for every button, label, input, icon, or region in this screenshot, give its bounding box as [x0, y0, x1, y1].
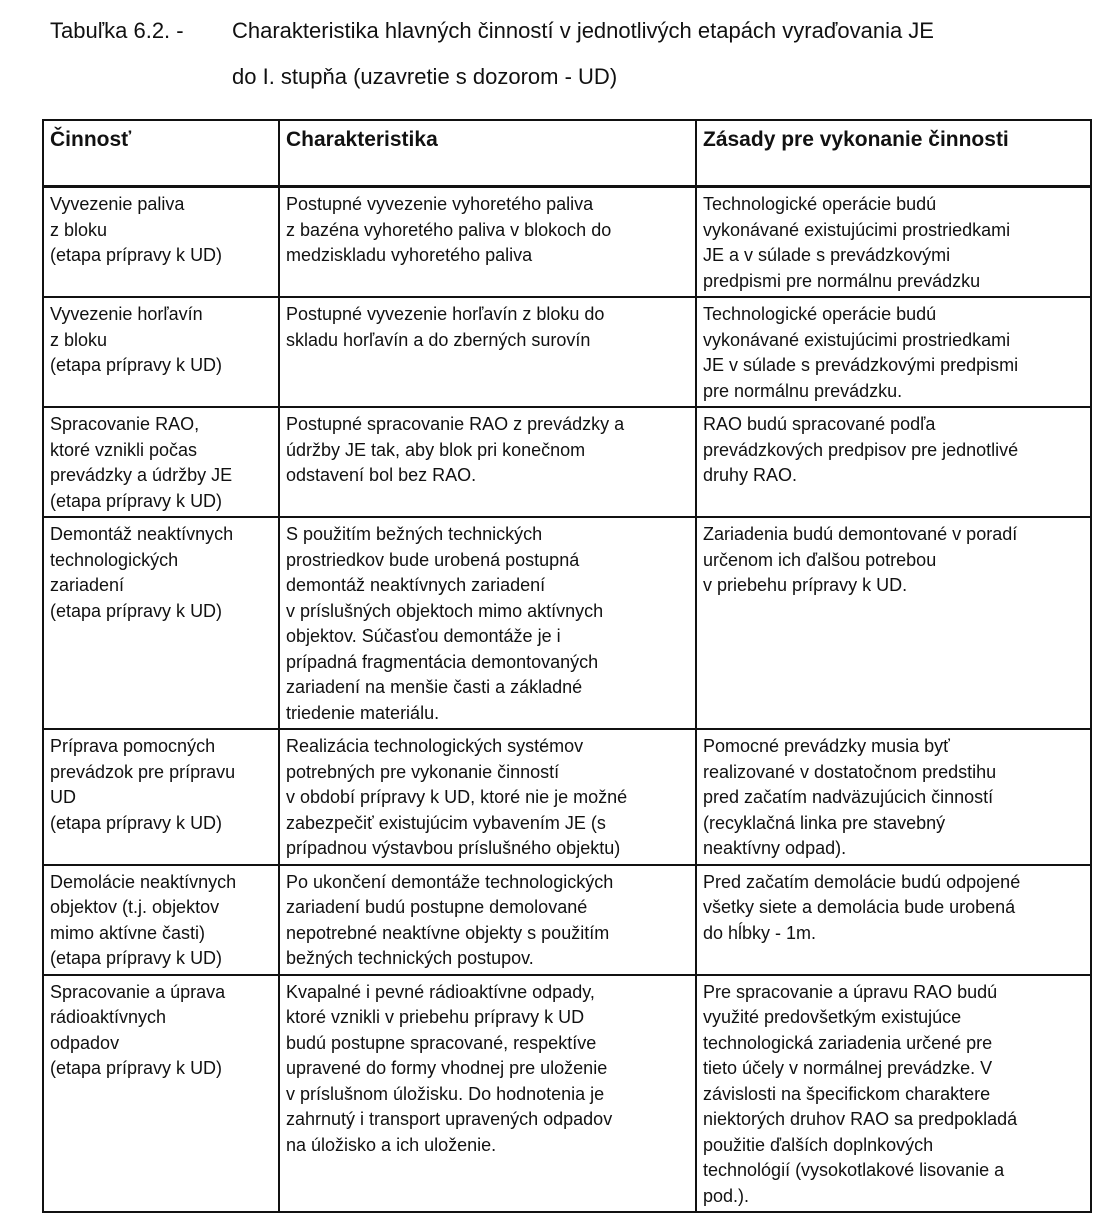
- cell-principles: Technologické operácie budú vykonávané existujúcimi prostriedkami JE a v súlade s prevádzkovými predpismi pre normálnu prevádzku: [696, 187, 1091, 298]
- cell-principles: RAO budú spracované podľa prevádzkových predpisov pre jednotlivé druhy RAO.: [696, 407, 1091, 517]
- cell-activity: Vyvezenie horľavín z bloku (etapa prípravy k UD): [43, 297, 279, 407]
- header-principles: Zásady pre vykonanie činnosti: [696, 120, 1091, 187]
- cell-activity: Demolácie neaktívnych objektov (t.j. objektov mimo aktívne časti) (etapa prípravy k UD): [43, 865, 279, 975]
- cell-characteristic: Postupné vyvezenie horľavín z bloku do skladu horľavín a do zberných surovín: [279, 297, 696, 407]
- cell-characteristic: S použitím bežných technických prostriedkov bude urobená postupná demontáž neaktívnych zariadení v príslušných objektoch mimo aktívnych objektov. Súčasťou demontáže je i prípadná fragmentácia demontovaných zariadení na menšie časti a základné triedenie materiálu.: [279, 517, 696, 729]
- cell-activity: Spracovanie RAO, ktoré vznikli počas prevádzky a údržby JE (etapa prípravy k UD): [43, 407, 279, 517]
- cell-activity: Demontáž neaktívnych technologických zariadení (etapa prípravy k UD): [43, 517, 279, 729]
- table-row: [43, 297, 1091, 407]
- table-header-row: [43, 120, 1091, 187]
- cell-activity: Spracovanie a úprava rádioaktívnych odpadov (etapa prípravy k UD): [43, 975, 279, 1213]
- cell-characteristic: Postupné spracovanie RAO z prevádzky a údržby JE tak, aby blok pri konečnom odstavení bol bez RAO.: [279, 407, 696, 517]
- caption-line-1: [50, 8, 1090, 54]
- cell-principles: Pre spracovanie a úpravu RAO budú využité predovšetkým existujúce technologická zariadenia určené pre tieto účely v normálnej prevádzke. V závislosti na špecifickom charaktere niektorých druhov RAO sa predpokladá použitie ďalších doplnkových technológií (vysokotlakové lisovanie a pod.).: [696, 975, 1091, 1213]
- cell-characteristic: Postupné vyvezenie vyhoretého paliva z bazéna vyhoretého paliva v blokoch do medziskladu vyhoretého paliva: [279, 187, 696, 298]
- caption-label: Tabuľka 6.2. -: [50, 18, 184, 43]
- table-row: [43, 729, 1091, 865]
- table-row: [43, 407, 1091, 517]
- caption-title-line-1: Charakteristika hlavných činností v jednotlivých etapách vyraďovania JE: [232, 18, 934, 43]
- activities-table: [42, 119, 1092, 1213]
- cell-principles: Pomocné prevádzky musia byť realizované v dostatočnom predstihu pred začatím nadväzujúcich činností (recyklačná linka pre stavebný neaktívny odpad).: [696, 729, 1091, 865]
- table-caption: [50, 8, 1090, 100]
- cell-characteristic: Po ukončení demontáže technologických zariadení budú postupne demolované nepotrebné neaktívne objekty s použitím bežných technických postupov.: [279, 865, 696, 975]
- cell-activity: Príprava pomocných prevádzok pre prípravu UD (etapa prípravy k UD): [43, 729, 279, 865]
- caption-title-line-2: do I. stupňa (uzavretie s dozorom - UD): [232, 64, 618, 89]
- header-characteristic: Charakteristika: [279, 120, 696, 187]
- table-row: [43, 865, 1091, 975]
- table-row: [43, 517, 1091, 729]
- cell-principles: Pred začatím demolácie budú odpojené všetky siete a demolácia bude urobená do hĺbky - 1m.: [696, 865, 1091, 975]
- header-activity: Činnosť: [43, 120, 279, 187]
- cell-principles: Zariadenia budú demontované v poradí určenom ich ďalšou potrebou v priebehu prípravy k UD.: [696, 517, 1091, 729]
- cell-characteristic: Kvapalné i pevné rádioaktívne odpady, ktoré vznikli v priebehu prípravy k UD budú postupne spracované, respektíve upravené do formy vhodnej pre uloženie v príslušnom úložisku. Do hodnotenia je zahrnutý i transport upravených odpadov na úložisko a ich uloženie.: [279, 975, 696, 1213]
- cell-principles: Technologické operácie budú vykonávané existujúcimi prostriedkami JE v súlade s prevádzkovými predpismi pre normálnu prevádzku.: [696, 297, 1091, 407]
- table-row: [43, 187, 1091, 298]
- cell-activity: Vyvezenie paliva z bloku (etapa prípravy k UD): [43, 187, 279, 298]
- table-row: [43, 975, 1091, 1213]
- cell-characteristic: Realizácia technologických systémov potrebných pre vykonanie činností v období prípravy k UD, ktoré nie je možné zabezpečiť existujúcim vybavením JE (s prípadnou výstavbou príslušného objektu): [279, 729, 696, 865]
